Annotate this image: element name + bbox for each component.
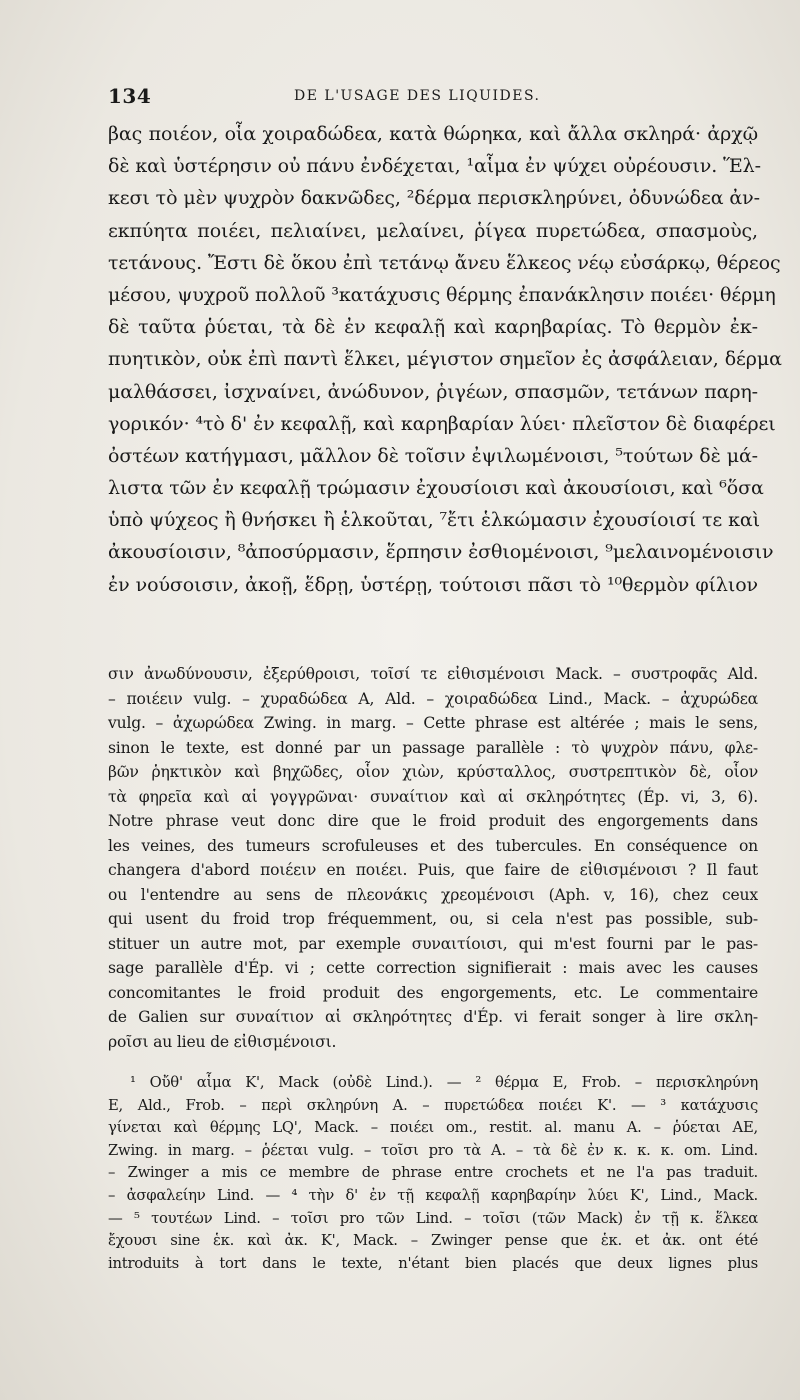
note-line: de Galien sur συναίτιον αἱ σκληρότητες d'Ép. vi ferait songer à lire σκλη- xyxy=(108,1008,758,1026)
page-header xyxy=(108,84,748,112)
apparatus-line: Zwing. in marg. – ῥέεται vulg. – τοῖσι pro τὰ A. – τὰ δὲ ἐν κ. κ. κ. om. Lind. xyxy=(108,1141,758,1159)
greek-main-text xyxy=(108,118,782,601)
note-line: changera d'abord ποιέειν en ποιέει. Puis, que faire de εἰθισμένοισι ? Il faut xyxy=(108,861,758,879)
main-text-line: ὀστέων κατήγμασι, μᾶλλον δὲ τοῖσιν ἐψιλωμένοισι, ⁵τούτων δὲ μά- xyxy=(108,444,758,467)
main-text-line: εκπύητα ποιέει, πελιαίνει, μελαίνει, ῥίγεα πυρετώδεα, σπασμοὺς, xyxy=(108,219,758,242)
note-line: σιν ἀνωδύνουσιν, ἐξερύθροισι, τοῖσί τε εἰθισμένοισι Mack. – συστροφᾶς Ald. xyxy=(108,665,758,683)
note-line: Notre phrase veut donc dire que le froid produit des engorgements dans xyxy=(108,812,758,830)
apparatus-line: introduits à tort dans le texte, n'étant bien placés que deux lignes plus xyxy=(108,1254,758,1272)
apparatus-line: – ἀσφαλείην Lind. — ⁴ τὴν δ' ἐν τῇ κεφαλῇ καρηβαρίην λύει K', Lind., Mack. xyxy=(108,1186,758,1204)
note-line: ροῖσι au lieu de εἰθισμένοισι. xyxy=(108,1032,337,1051)
note-line: stituer un autre mot, par exemple συναιτίοισι, qui m'est fourni par le pas- xyxy=(108,934,758,953)
critical-apparatus xyxy=(108,1072,758,1275)
note-line: – ποιέειν vulg. – χυραδώδεα A, Ald. – χοιραδώδεα Lind., Mack. – ἀχυρώδεα xyxy=(108,689,758,708)
main-text-line: λιστα τῶν ἐν κεφαλῇ τρώμασιν ἐχουσίοισι καὶ ἀκουσίοισι, καὶ ⁶ὅσα xyxy=(108,477,764,500)
main-text-line: μαλθάσσει, ἰσχναίνει, ἀνώδυνον, ῥιγέων, σπασμῶν, τετάνων παρη- xyxy=(108,380,758,403)
apparatus-line: ἔχουσι sine ἑκ. καὶ ἀκ. K', Mack. – Zwinger pense que ἑκ. et ἀκ. ont été xyxy=(108,1232,758,1250)
main-text-line: γορικόν· ⁴τὸ δ' ἐν κεφαλῇ, καὶ καρηβαρίαν λύει· πλεῖστον δὲ διαφέρει xyxy=(108,412,776,435)
note-line: βῶν ῥηκτικὸν καὶ βηχῶδες, οἷον χιὼν, κρύσταλλος, συστρεπτικὸν δὲ, οἷον xyxy=(108,763,758,781)
apparatus-line: E, Ald., Frob. – περὶ σκληρύνη A. – πυρετώδεα ποιέει K'. — ³ κατάχυσις xyxy=(108,1096,758,1114)
main-text-line: μέσου, ψυχροῦ πολλοῦ ³κατάχυσις θέρμης ἐπανάκλησιν ποιέει· θέρμη xyxy=(108,283,776,306)
page-number: 134 xyxy=(108,84,152,108)
apparatus-line: ¹ Οὔθ' αἷμα K', Mack (οὐδὲ Lind.). — ² θέρμα E, Frob. – περισκληρύνη xyxy=(130,1074,758,1091)
note-line: ou l'entendre au sens de πλεονάκις χρεομένοισι (Aph. v, 16), chez ceux xyxy=(108,885,758,904)
apparatus-line: — ⁵ τουτέων Lind. – τοῖσι pro τῶν Lind. – τοῖσι (τῶν Mack) ἐν τῇ κ. ἕλκεα xyxy=(108,1209,758,1227)
apparatus-line: – Zwinger a mis ce membre de phrase entre crochets et ne l'a pas traduit. xyxy=(108,1164,758,1182)
note-line: sinon le texte, est donné par un passage parallèle : τὸ ψυχρὸν πάνυ, φλε- xyxy=(108,738,758,757)
main-text-line: βας ποιέον, οἷα χοιραδώδεα, κατὰ θώρηκα, καὶ ἄλλα σκληρά· ἀρχῷ xyxy=(108,123,758,145)
note-line: qui usent du froid trop fréquemment, ou, si cela n'est pas possible, sub- xyxy=(108,910,758,928)
note-line: vulg. – ἀχωρώδεα Zwing. in marg. – Cette phrase est altérée ; mais le sens, xyxy=(108,714,758,732)
note-line: sage parallèle d'Ép. vi ; cette correction signifierait : mais avec les causes xyxy=(108,959,758,977)
commentary-notes xyxy=(108,662,758,1054)
main-text-line: ἐν νούσοισιν, ἀκοῇ, ἕδρῃ, ὑστέρῃ, τούτοισι πᾶσι τὸ ¹⁰θερμὸν φίλιον xyxy=(108,573,758,596)
apparatus-line: γίνεται καὶ θέρμης LQ', Mack. – ποιέει om., restit. al. manu A. – ῥύεται AE, xyxy=(108,1119,758,1137)
main-text-line: ἀκουσίοισιν, ⁸ἀποσύρμασιν, ἕρπησιν ἐσθιομένοισι, ⁹μελαινομένοισιν xyxy=(108,541,774,564)
main-text-line: κεσι τὸ μὲν ψυχρὸν δακνῶδες, ²δέρμα περισκληρύνει, ὀδυνώδεα ἀν- xyxy=(108,187,760,210)
note-line: concomitantes le froid produit des engorgements, etc. Le commentaire xyxy=(108,983,758,1002)
main-text-line: δὲ καὶ ὑστέρησιν οὐ πάνυ ἐνδέχεται, ¹αἷμα ἐν ψύχει οὐρέουσιν. Ἕλ- xyxy=(108,155,761,178)
note-line: les veines, des tumeurs scrofuleuses et des tubercules. En conséquence on xyxy=(108,836,758,855)
note-line: τὰ φηρεῖα καὶ αἱ γογγρῶναι· συναίτιον καὶ αἱ σκληρότητες (Ép. vi, 3, 6). xyxy=(108,787,758,806)
running-head: DE L'USAGE DES LIQUIDES. xyxy=(294,88,541,104)
main-text-line: ὑπὸ ψύχεος ἢ θνήσκει ἢ ἑλκοῦται, ⁷ἔτι ἑλκώμασιν ἐχουσίοισί τε καὶ xyxy=(108,509,760,532)
main-text-line: δὲ ταῦτα ῥύεται, τὰ δὲ ἐν κεφαλῇ καὶ καρηβαρίας. Τὸ θερμὸν ἐκ- xyxy=(108,316,758,339)
main-text-line: πυητικὸν, οὐκ ἐπὶ παντὶ ἕλκει, μέγιστον σημεῖον ἐς ἀσφάλειαν, δέρμα xyxy=(108,348,782,371)
main-text-line: τετάνους. Ἔστι δὲ ὅκου ἐπὶ τετάνῳ ἄνευ ἕλκεος νέῳ εὐσάρκῳ, θέρεος xyxy=(108,251,781,274)
